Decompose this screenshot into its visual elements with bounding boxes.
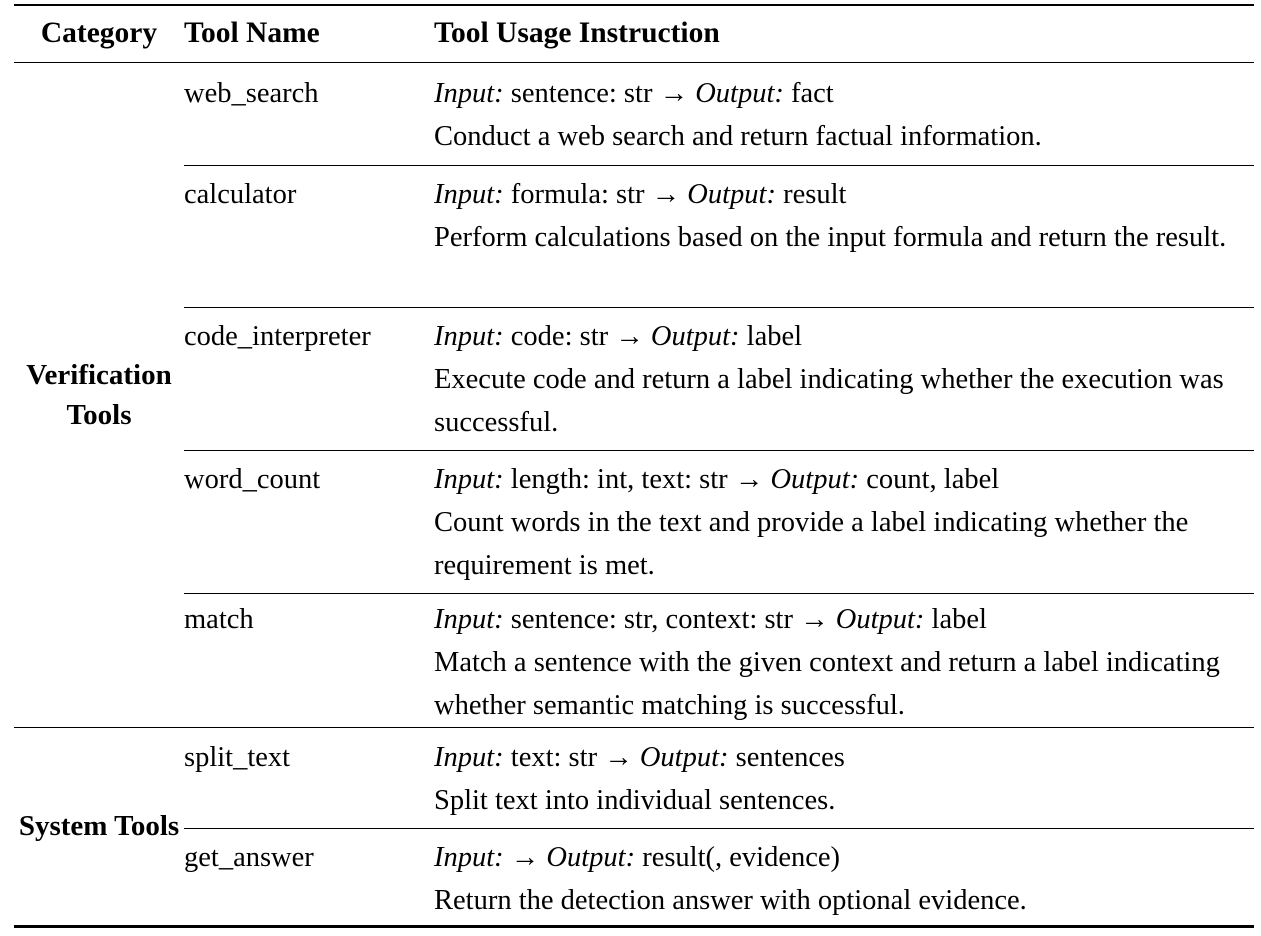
signature-line <box>434 315 1232 358</box>
arrow-icon: → <box>800 603 829 635</box>
table-row-web-search <box>14 62 1254 165</box>
signature-line <box>434 173 1232 216</box>
output-args: fact <box>790 77 834 109</box>
description-line: Perform calculations based on the input formula and return the result. <box>434 221 1227 253</box>
output-label: Output: <box>650 320 740 352</box>
tool-name-cell: get_answer <box>184 828 434 926</box>
section-verification-tools <box>14 62 1254 727</box>
table-row-calculator <box>14 165 1254 307</box>
input-label: Input: <box>434 603 504 635</box>
output-args: sentences <box>735 741 845 773</box>
input-label: Input: <box>434 178 504 210</box>
tools-table <box>14 4 1254 928</box>
input-args: code: str <box>510 320 609 352</box>
output-label: Output: <box>835 603 925 635</box>
output-args: result <box>783 178 847 210</box>
arrow-icon: → <box>510 841 540 873</box>
instruction-cell <box>434 828 1254 926</box>
arrow-icon: → <box>659 77 689 109</box>
input-label: Input: <box>434 741 504 773</box>
signature-line <box>434 736 1232 779</box>
description-line: Execute code and return a label indicating whether the execution was successful. <box>434 363 1224 438</box>
table-row-code-interpreter <box>14 307 1254 450</box>
description-line: Count words in the text and provide a label indicating whether the requirement is met. <box>434 506 1189 581</box>
signature-line <box>434 458 1232 501</box>
header-instruction: Tool Usage Instruction <box>434 17 720 50</box>
arrow-icon: → <box>734 463 764 495</box>
output-args: label <box>746 320 803 352</box>
input-args: length: int, text: str <box>510 463 728 495</box>
input-args: formula: str <box>510 178 645 210</box>
section-system-tools <box>14 727 1254 926</box>
tool-name-cell: calculator <box>184 165 434 307</box>
tool-name-cell: word_count <box>184 450 434 593</box>
description-line: Return the detection answer with optional evidence. <box>434 884 1027 916</box>
description-line: Conduct a web search and return factual information. <box>434 120 1042 152</box>
instruction-cell <box>434 62 1254 165</box>
arrow-icon: → <box>615 320 644 352</box>
signature-line <box>434 598 1232 641</box>
input-label: Input: <box>434 320 504 352</box>
signature-line <box>434 72 1232 115</box>
input-args: sentence: str <box>510 77 653 109</box>
arrow-icon: → <box>604 741 633 773</box>
instruction-cell <box>434 593 1254 727</box>
input-label: Input: <box>434 841 504 873</box>
input-label: Input: <box>434 463 504 495</box>
output-label: Output: <box>546 841 636 873</box>
category-cell-system: System Tools <box>18 810 180 842</box>
instruction-cell <box>434 165 1254 307</box>
tool-name-cell: split_text <box>184 741 291 773</box>
table-row-match <box>14 593 1254 727</box>
tool-name-cell: match <box>184 593 434 727</box>
table-row-get-answer <box>14 828 1254 926</box>
table-header-row <box>14 5 1254 62</box>
signature-line <box>434 836 1232 879</box>
output-args: label <box>931 603 987 635</box>
input-label: Input: <box>434 77 504 109</box>
instruction-cell <box>434 727 1254 828</box>
header-category: Category <box>40 17 158 50</box>
output-label: Output: <box>695 77 784 109</box>
arrow-icon: → <box>651 178 681 210</box>
output-label: Output: <box>639 741 729 773</box>
output-label: Output: <box>687 178 776 210</box>
instruction-cell <box>434 307 1254 450</box>
header-tool-name: Tool Name <box>184 17 320 50</box>
input-args: sentence: str, context: str <box>510 603 793 635</box>
input-args: text: str <box>510 741 598 773</box>
output-args: result(, evidence) <box>642 841 841 873</box>
description-line: Match a sentence with the given context and return a label indicating whether semantic matching is successful. <box>434 646 1220 721</box>
tool-name-cell: code_interpreter <box>184 307 434 450</box>
table-header <box>14 5 1254 62</box>
instruction-cell <box>434 450 1254 593</box>
category-cell-verification: Verification Tools <box>26 358 172 431</box>
tool-name-cell: web_search <box>184 77 319 109</box>
output-args: count, label <box>866 463 1000 495</box>
table-row-split-text <box>14 727 1254 828</box>
table-row-word-count <box>14 450 1254 593</box>
output-label: Output: <box>770 463 860 495</box>
description-line: Split text into individual sentences. <box>434 784 836 816</box>
